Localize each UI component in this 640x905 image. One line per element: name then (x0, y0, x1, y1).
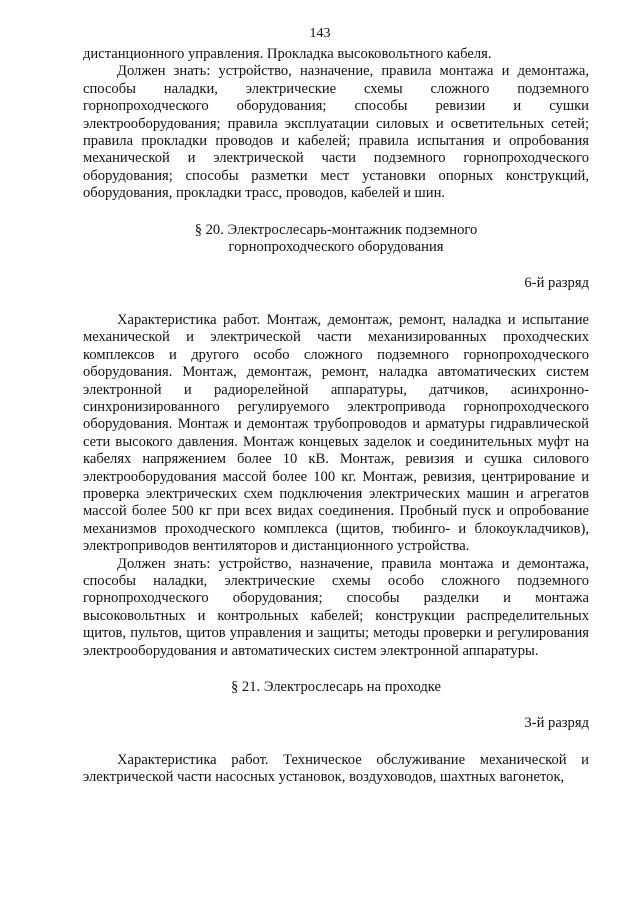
paragraph-work-characteristics-21: Характеристика работ. Техническое обслуживание механической и электрической части насосных установок, воздуховодов, шахтных вагонеток, (83, 751, 589, 786)
paragraph-work-characteristics-20: Характеристика работ. Монтаж, демонтаж, ремонт, наладка и испытание механической и электрической части механизированных проходческих комплексов и другого особо сложного подземного горнопроходческого оборудования. Монтаж, демонтаж, ремонт, наладка автоматических систем электронной и радиорелейной аппаратуры, датчиков, асинхронно-синхронизированного регулируемого электропривода горнопроходческого оборудования. Монтаж и демонтаж трубопроводов и арматуры гидравлической сети высокого давления. Монтаж концевых заделок и соединительных муфт на кабелях напряжением более 10 кВ. Монтаж, ревизия и сушка силового электрооборудования массой более 100 кг. Монтаж, ревизия, центрирование и проверка электрических схем подключения электрических машин и агрегатов массой более 500 кг при всех видах соединения. Пробный пуск и опробование механизмов проходческого комплекса (щитов, тюбинго- и блокоукладчиков), электроприводов вентиляторов и дистанционного устройства. (83, 311, 589, 555)
page-content (83, 46, 589, 787)
section-20-heading-line-1: § 20. Электрослесарь-монтажник подземного (194, 221, 478, 238)
section-20-heading-line-2: горнопроходческого оборудования (228, 239, 444, 256)
paragraph-continuation: дистанционного управления. Прокладка высоковольтного кабеля. (83, 46, 492, 62)
section-21-heading: § 21. Электрослесарь на проходке (230, 679, 441, 695)
paragraph-knowledge-19: Должен знать: устройство, назначение, правила монтажа и демонтажа, способы наладки, электрические схемы сложного подземного горнопроходческого оборудования; способы ревизии и сушки электрооборудования; правила эксплуатации силовых и осветительных сетей; правила прокладки проводов и кабелей; правила испытания и опробования механической и электрической части подземного горнопроходческого оборудования; способы разметки мест установки опорных конструкций, оборудования, прокладки трасс, проводов, кабелей и шин. (83, 63, 589, 202)
section-21-grade: 3-й разряд (524, 715, 589, 732)
section-20-grade: 6-й разряд (524, 275, 589, 292)
paragraph-knowledge-20: Должен знать: устройство, назначение, правила монтажа и демонтажа, способы наладки, электрические схемы особо сложного подземного горнопроходческого оборудования; способы разделки и монтажа высоковольтных и контрольных кабелей; конструкции распределительных щитов, пультов, щитов управления и защиты; методы проверки и регулирования электрооборудования и автоматических систем электронной аппаратуры. (83, 555, 589, 659)
page-number: 143 (309, 26, 331, 41)
